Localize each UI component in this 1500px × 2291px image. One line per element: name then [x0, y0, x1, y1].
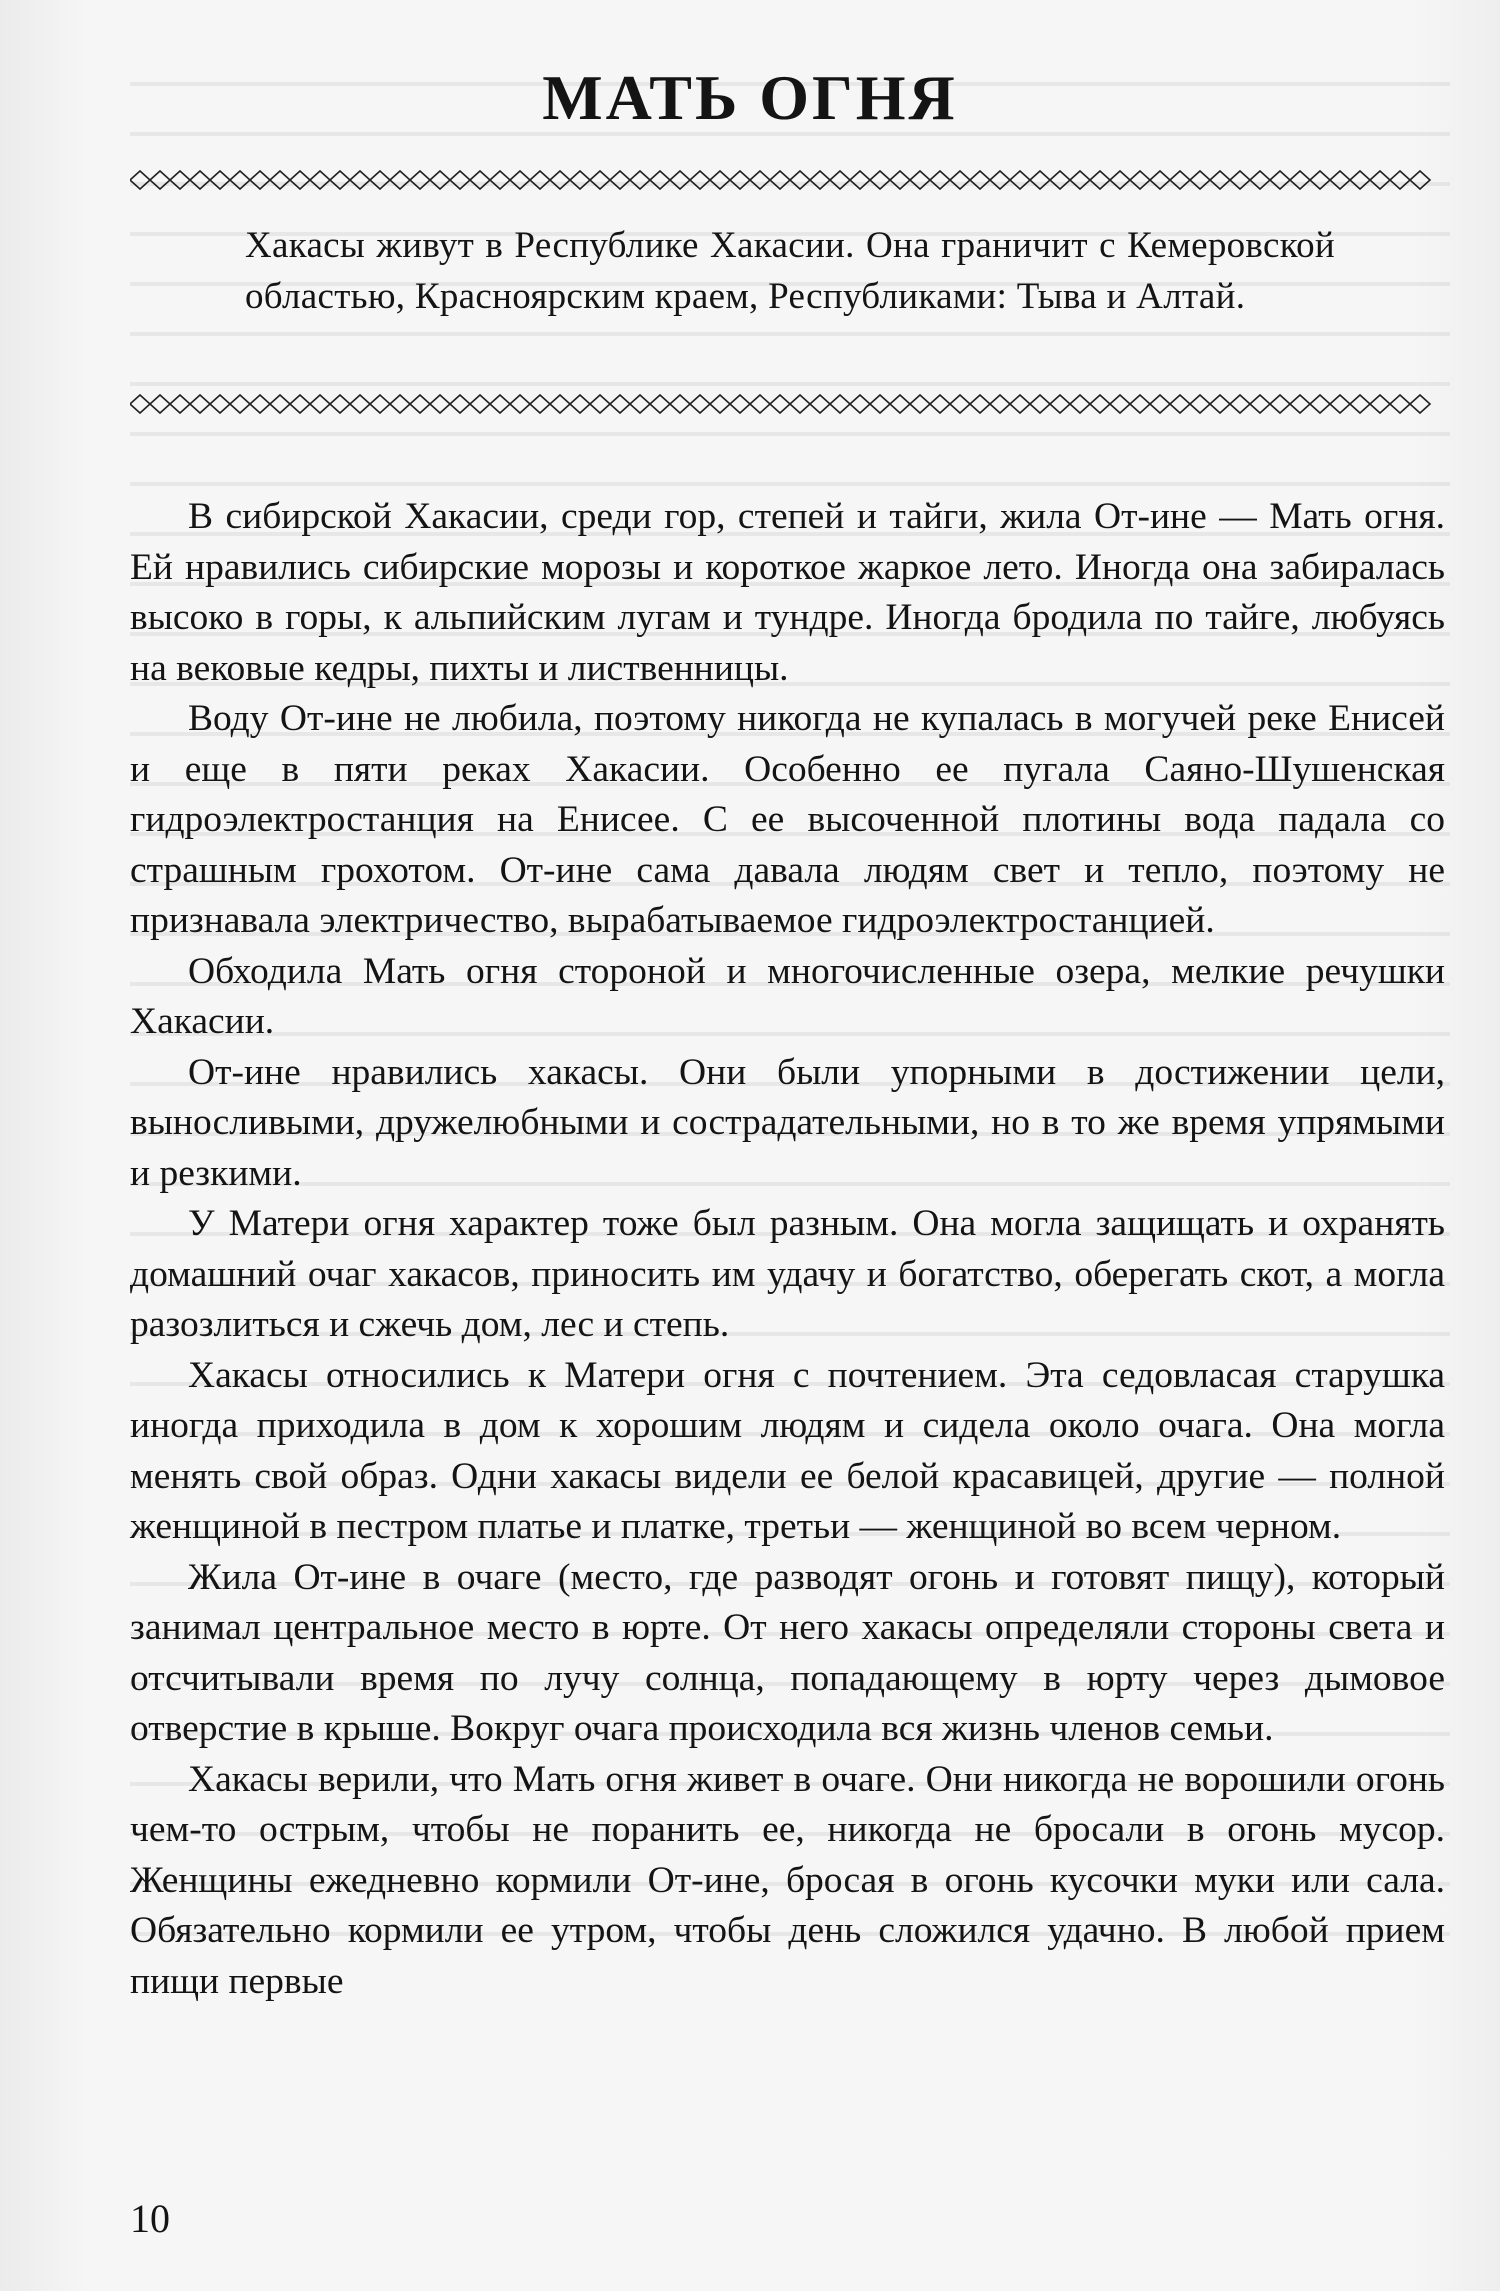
- diamond-ornament: [410, 395, 430, 413]
- diamond-ornament: [250, 171, 270, 189]
- diamond-ornament: [870, 395, 890, 413]
- diamond-ornament: [1410, 395, 1430, 413]
- diamond-ornament: [950, 171, 970, 189]
- diamond-ornament: [530, 171, 550, 189]
- diamond-ornament: [550, 395, 570, 413]
- diamond-ornament: [750, 171, 770, 189]
- paragraph: Обходила Мать огня стороной и многочисленные озера, мелкие речушки Хакасии.: [130, 950, 1445, 1042]
- diamond-ornament: [730, 171, 750, 189]
- diamond-ornament: [170, 395, 190, 413]
- diamond-ornament: [490, 171, 510, 189]
- diamond-ornament: [970, 395, 990, 413]
- diamond-ornament: [310, 395, 330, 413]
- paragraph: Воду От-ине не любила, поэтому никогда не купалась в могучей реке Енисей и еще в пяти реках Хакасии. Особенно ее пугала Саяно-Шушенская гидроэлектростанция на Енисее. С ее высоченной плотины вода падала со страшным грохотом. От-ине сама давала людям свет и тепло, поэтому не признавала электричество, вырабатываемое гидроэлектростанцией.: [130, 698, 1445, 941]
- diamond-ornament: [1010, 395, 1030, 413]
- diamond-ornament: [170, 171, 190, 189]
- diamond-ornament: [390, 171, 410, 189]
- diamond-ornament: [430, 171, 450, 189]
- diamond-ornament: [210, 395, 230, 413]
- diamond-ornament: [610, 171, 630, 189]
- diamond-ornament: [510, 395, 530, 413]
- diamond-ornament: [370, 171, 390, 189]
- diamond-ornament: [1150, 395, 1170, 413]
- diamond-ornament: [1090, 171, 1110, 189]
- diamond-ornament: [1270, 171, 1290, 189]
- diamond-ornament: [470, 395, 490, 413]
- diamond-ornament: [530, 395, 550, 413]
- diamond-ornament: [1010, 171, 1030, 189]
- diamond-ornament: [1050, 171, 1070, 189]
- diamond-ornament: [870, 171, 890, 189]
- diamond-ornament: [590, 171, 610, 189]
- paragraph: Хакасы верили, что Мать огня живет в очаге. Они никогда не ворошили огонь чем-то острым, чтобы не поранить ее, никогда не бросали в огонь мусор. Женщины ежедневно кормили От-ине, бросая в огонь кусочки муки или сала. Обязательно кормили ее утром, чтобы день сложился удачно. В любой прием пищи первые: [130, 1758, 1445, 2002]
- diamond-ornament: [810, 171, 830, 189]
- diamond-ornament: [910, 171, 930, 189]
- diamond-divider-bottom: [130, 392, 1445, 416]
- diamond-ornament: [670, 395, 690, 413]
- page-title: МАТЬ ОГНЯ: [542, 62, 958, 133]
- diamond-ornament: [230, 171, 250, 189]
- diamond-ornament: [670, 171, 690, 189]
- diamond-ornament: [490, 395, 510, 413]
- diamond-ornament: [410, 171, 430, 189]
- diamond-ornament: [1370, 171, 1390, 189]
- diamond-ornament: [830, 171, 850, 189]
- diamond-ornament: [1250, 171, 1270, 189]
- diamond-ornament: [1070, 171, 1090, 189]
- diamond-ornament: [930, 395, 950, 413]
- diamond-ornament: [1070, 395, 1090, 413]
- diamond-ornament: [1330, 171, 1350, 189]
- diamond-ornament: [990, 395, 1010, 413]
- diamond-ornament: [190, 171, 210, 189]
- diamond-ornament: [990, 171, 1010, 189]
- diamond-ornament: [1210, 395, 1230, 413]
- paragraph: Жила От-ине в очаге (место, где разводят огонь и готовят пищу), который занимал центральное место в юрте. От него хакасы определяли стороны света и отсчитывали время по лучу солнца, попадающему в юрту через дымовое отверстие в крыше. Вокруг очага происходила вся жизнь членов семьи.: [130, 1556, 1445, 1749]
- diamond-ornament: [1290, 395, 1310, 413]
- diamond-ornament: [930, 171, 950, 189]
- diamond-ornament: [590, 395, 610, 413]
- diamond-ornament: [350, 395, 370, 413]
- diamond-ornament: [810, 395, 830, 413]
- diamond-ornament: [1310, 395, 1330, 413]
- diamond-ornament: [1030, 395, 1050, 413]
- diamond-ornament: [150, 395, 170, 413]
- paragraph: Хакасы относились к Матери огня с почтением. Эта седовласая старушка иногда приходила в дом к хорошим людям и сидела около очага. Она могла менять свой образ. Одни хакасы видели ее белой красавицей, другие — полной женщиной в пестром платье и платке, третьи — женщиной во всем черном.: [130, 1354, 1445, 1547]
- diamond-ornament: [290, 395, 310, 413]
- diamond-ornament: [1190, 171, 1210, 189]
- diamond-ornament: [270, 171, 290, 189]
- diamond-ornament: [630, 171, 650, 189]
- intro-text: Хакасы живут в Республике Хакасии. Она граничит с Кемеровской областью, Красноярским краем, Республиками: Тыва и Алтай.: [245, 225, 1335, 317]
- diamond-ornament: [770, 395, 790, 413]
- diamond-ornament: [550, 171, 570, 189]
- diamond-ornament: [770, 171, 790, 189]
- diamond-ornament: [790, 395, 810, 413]
- diamond-ornament: [710, 171, 730, 189]
- diamond-ornament: [130, 171, 150, 189]
- diamond-ornament: [1170, 395, 1190, 413]
- diamond-ornament: [1330, 395, 1350, 413]
- diamond-ornament: [330, 395, 350, 413]
- diamond-ornament: [710, 395, 730, 413]
- diamond-ornament: [1350, 395, 1370, 413]
- diamond-ornament: [1190, 395, 1210, 413]
- diamond-ornament: [1230, 395, 1250, 413]
- diamond-ornament: [1290, 171, 1310, 189]
- diamond-ornament: [450, 395, 470, 413]
- diamond-ornament: [210, 171, 230, 189]
- diamond-ornament: [1370, 395, 1390, 413]
- paragraph: У Матери огня характер тоже был разным. Она могла защищать и охранять домашний очаг хакасов, приносить им удачу и богатство, оберегать скот, а могла разозлиться и сжечь дом, лес и степь.: [130, 1203, 1445, 1345]
- diamond-ornament: [650, 171, 670, 189]
- diamond-ornament: [1050, 395, 1070, 413]
- diamond-ornament: [1130, 395, 1150, 413]
- diamond-ornament: [190, 395, 210, 413]
- diamond-ornament: [890, 395, 910, 413]
- diamond-ornament: [370, 395, 390, 413]
- paragraph: От-ине нравились хакасы. Они были упорными в достижении цели, выносливыми, дружелюбными и сострадательными, но в то же время упрямыми и резкими.: [130, 1051, 1445, 1194]
- diamond-ornament: [270, 395, 290, 413]
- diamond-ornament: [690, 395, 710, 413]
- diamond-ornament: [1390, 171, 1410, 189]
- diamond-ornament: [1390, 395, 1410, 413]
- diamond-ornament: [1110, 171, 1130, 189]
- diamond-ornament: [630, 395, 650, 413]
- diamond-ornament: [890, 171, 910, 189]
- diamond-ornament: [250, 395, 270, 413]
- story-text: [130, 492, 1445, 2007]
- diamond-ornament: [1030, 171, 1050, 189]
- diamond-ornament: [230, 395, 250, 413]
- diamond-ornament: [570, 171, 590, 189]
- diamond-ornament: [1210, 171, 1230, 189]
- diamond-ornament: [1130, 171, 1150, 189]
- diamond-ornament: [730, 395, 750, 413]
- diamond-ornament: [450, 171, 470, 189]
- diamond-ornament: [570, 395, 590, 413]
- diamond-ornament: [690, 171, 710, 189]
- diamond-ornament: [850, 171, 870, 189]
- diamond-ornament: [950, 395, 970, 413]
- diamond-ornament: [310, 171, 330, 189]
- diamond-ornament: [830, 395, 850, 413]
- diamond-ornament: [910, 395, 930, 413]
- diamond-ornament: [1350, 171, 1370, 189]
- diamond-ornament: [1090, 395, 1110, 413]
- diamond-ornament: [1270, 395, 1290, 413]
- diamond-ornament: [970, 171, 990, 189]
- diamond-ornament: [510, 171, 530, 189]
- diamond-ornament: [430, 395, 450, 413]
- diamond-ornament: [290, 171, 310, 189]
- paragraph: В сибирской Хакасии, среди гор, степей и тайги, жила От-ине — Мать огня. Ей нравились сибирские морозы и короткое жаркое лето. Иногда она забиралась высоко в горы, к альпийским лугам и тундре. Иногда бродила по тайге, любуясь на вековые кедры, пихты и лиственницы.: [130, 496, 1445, 689]
- diamond-ornament: [350, 171, 370, 189]
- diamond-ornament: [1310, 171, 1330, 189]
- diamond-ornament: [130, 395, 150, 413]
- page-number: 10: [130, 2196, 170, 2241]
- diamond-ornament: [1410, 171, 1430, 189]
- diamond-ornament: [610, 395, 630, 413]
- diamond-ornament: [390, 395, 410, 413]
- diamond-ornament: [1150, 171, 1170, 189]
- diamond-divider-top: [130, 168, 1445, 192]
- diamond-ornament: [470, 171, 490, 189]
- diamond-ornament: [330, 171, 350, 189]
- diamond-ornament: [1110, 395, 1130, 413]
- diamond-ornament: [1250, 395, 1270, 413]
- diamond-ornament: [750, 395, 770, 413]
- diamond-ornament: [150, 171, 170, 189]
- diamond-ornament: [1170, 171, 1190, 189]
- intro-block: [245, 220, 1335, 322]
- diamond-ornament: [790, 171, 810, 189]
- diamond-ornament: [1230, 171, 1250, 189]
- diamond-ornament: [650, 395, 670, 413]
- diamond-ornament: [850, 395, 870, 413]
